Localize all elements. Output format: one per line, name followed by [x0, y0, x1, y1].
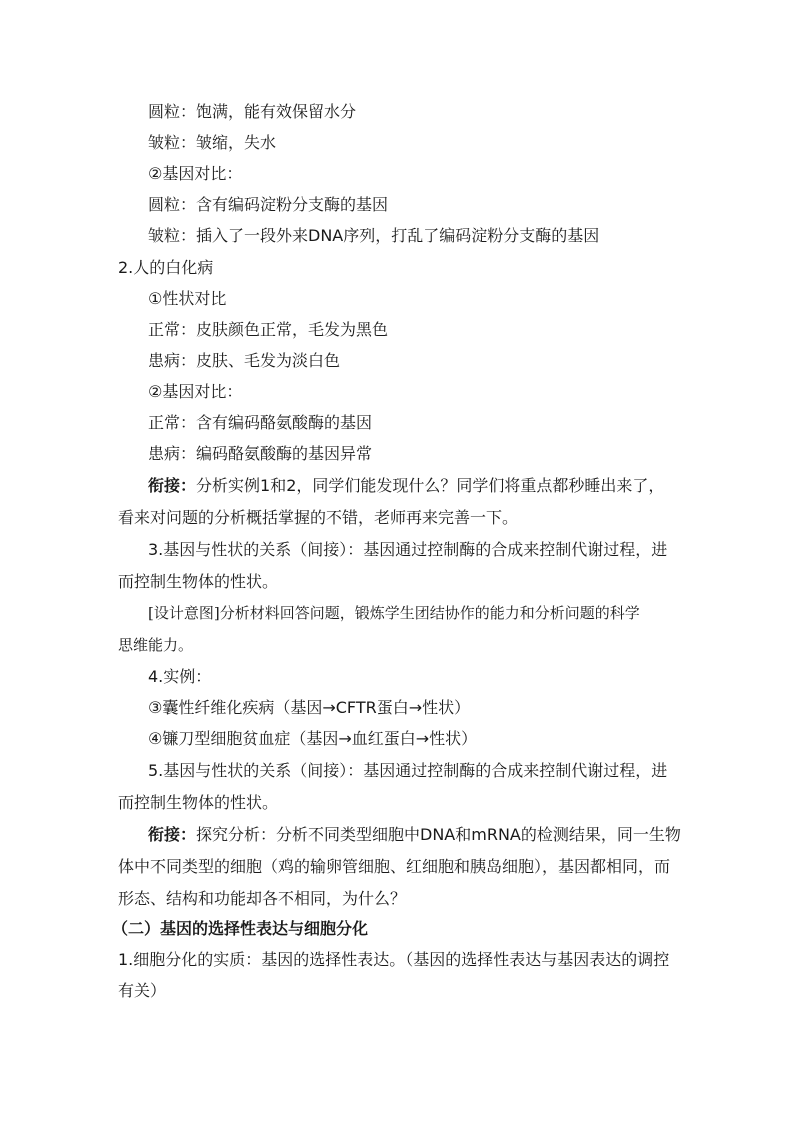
text-line: 皱粒：插入了一段外来DNA序列，打乱了编码淀粉分支酶的基因 — [148, 226, 600, 245]
text-line: 皱粒：皱缩，失水 — [148, 133, 277, 152]
bridge-label: 衔接： — [148, 825, 197, 844]
text-line: 正常：皮肤颜色正常，毛发为黑色 — [148, 320, 389, 339]
body-paragraph-line: 有关） — [118, 981, 167, 1000]
bridge-text: 探究分析：分析不同类型细胞中DNA和mRNA的检测结果，同一生物 — [196, 825, 681, 844]
relation-paragraph-line: 5.基因与性状的关系（间接）：基因通过控制酶的合成来控制代谢过程，进 — [148, 761, 668, 780]
bridge-text: 分析实例1和2，同学们能发现什么？同学们将重点都秒睡出来了， — [196, 476, 665, 495]
design-intent-line: [设计意图]分析材料回答问题，锻炼学生团结协作的能力和分析问题的科学 — [148, 604, 640, 622]
bridge-paragraph-line: 看来对问题的分析概括掌握的不错，老师再来完善一下。 — [118, 508, 519, 527]
bridge-paragraph-line — [148, 470, 664, 501]
relation-paragraph-line: 而控制生物体的性状。 — [118, 572, 279, 591]
section-title: （二）基因的选择性表达与细胞分化 — [112, 919, 369, 938]
text-line: ②基因对比： — [148, 164, 243, 183]
text-line: 患病：编码酪氨酸酶的基因异常 — [148, 444, 373, 463]
bridge-paragraph-line — [148, 819, 681, 850]
relation-paragraph-line: 而控制生物体的性状。 — [118, 793, 279, 812]
examples-heading: 4.实例： — [148, 667, 212, 686]
bridge-label: 衔接： — [148, 476, 197, 495]
text-line: ②基因对比： — [148, 382, 243, 401]
section-heading: 2.人的白化病 — [118, 258, 214, 277]
bridge-paragraph-line: 形态、结构和功能却各不相同，为什么？ — [118, 889, 407, 908]
text-line: 患病：皮肤、毛发为淡白色 — [148, 351, 341, 370]
relation-paragraph-line: 3.基因与性状的关系（间接）：基因通过控制酶的合成来控制代谢过程，进 — [148, 540, 668, 559]
text-line: 圆粒：饱满，能有效保留水分 — [148, 102, 357, 121]
text-line: 圆粒：含有编码淀粉分支酶的基因 — [148, 195, 389, 214]
example-item: ④镰刀型细胞贫血症（基因→血红蛋白→性状） — [148, 729, 478, 748]
bridge-paragraph-line: 体中不同类型的细胞（鸡的输卵管细胞、红细胞和胰岛细胞），基因都相同，而 — [118, 857, 671, 876]
example-item: ③囊性纤维化疾病（基因→CFTR蛋白→性状） — [148, 698, 471, 717]
text-line: 正常：含有编码酪氨酸酶的基因 — [148, 413, 373, 432]
body-paragraph-line: 1.细胞分化的实质：基因的选择性表达。（基因的选择性表达与基因表达的调控 — [118, 950, 670, 969]
text-line: ①性状对比 — [148, 289, 227, 308]
design-intent-line: 思维能力。 — [118, 636, 194, 654]
